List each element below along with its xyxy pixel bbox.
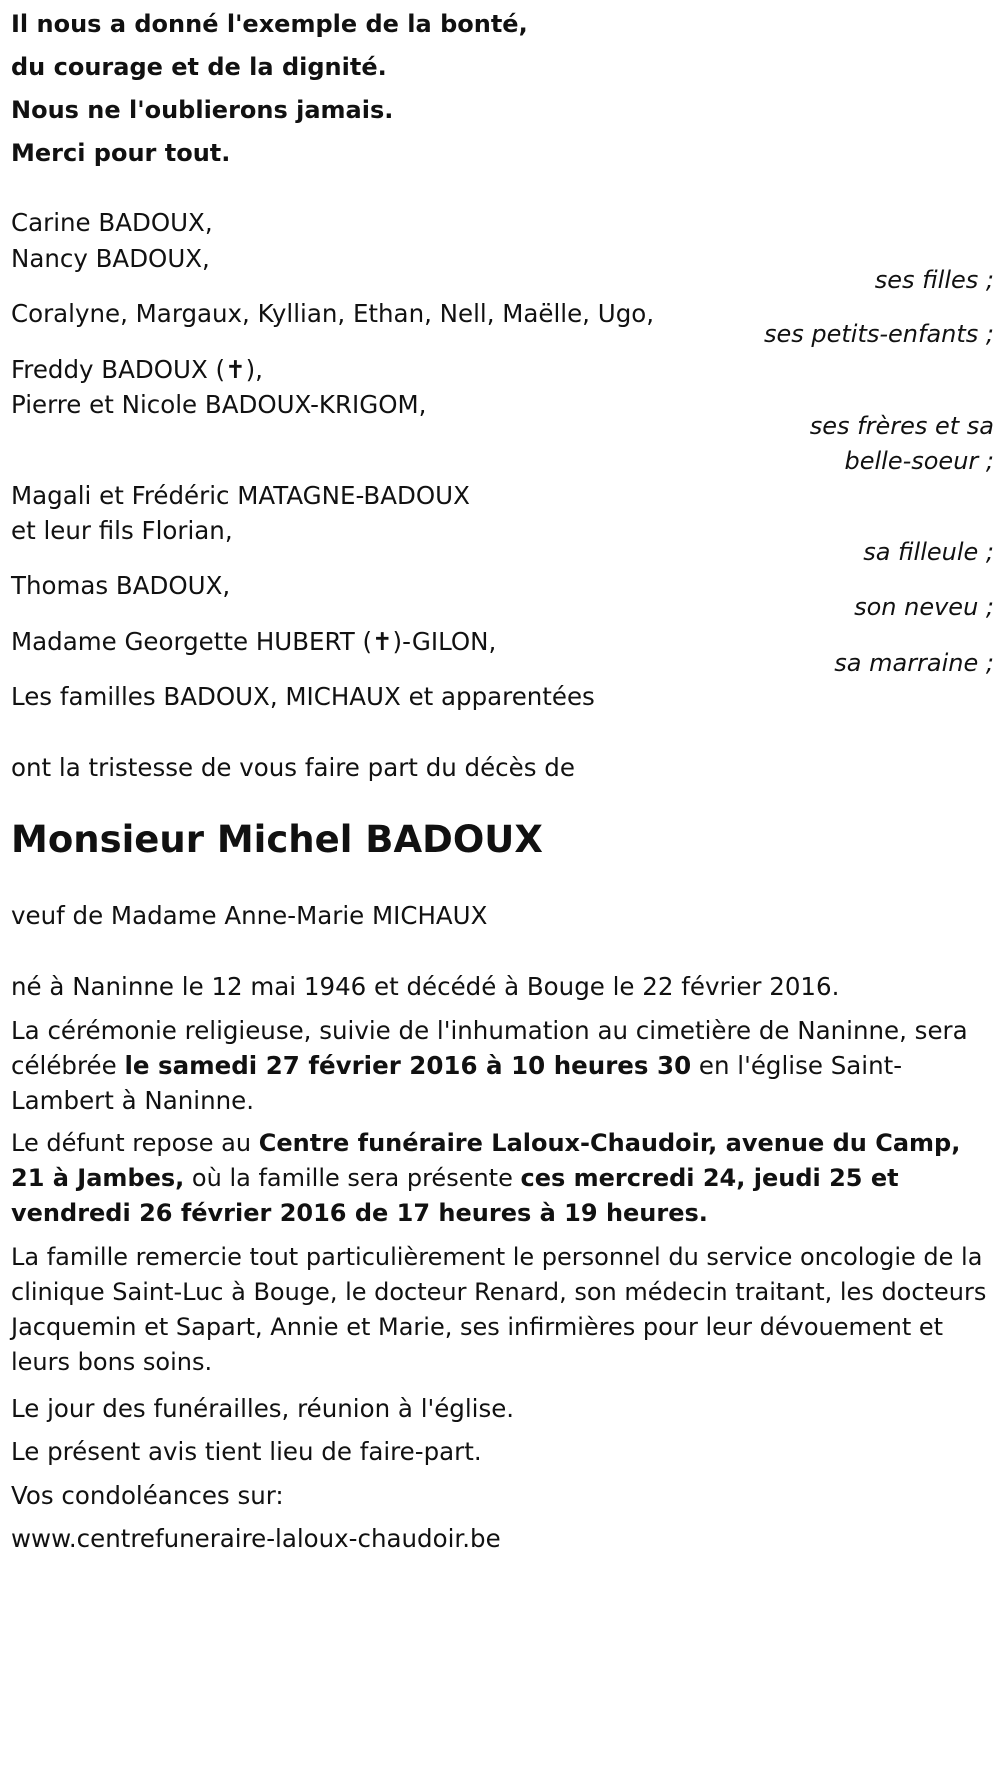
announcement-text: ont la tristesse de vous faire part du décès de (11, 753, 575, 782)
thanks-paragraph: La famille remercie tout particulièrement le personnel du service oncologie de la clinique Saint-Luc à Bouge, le docteur Renard, son médecin traitant, les docteurs Jacquemin et Sapart, Annie et Marie, ses infirmières pour leur dévouement et leurs bons soins. (11, 1243, 987, 1376)
role-daughters: ses filles ; (874, 266, 994, 294)
family-grandchildren: Coralyne, Margaux, Kyllian, Ethan, Nell, Maëlle, Ugo, (11, 299, 655, 328)
family-pierre-nicole: Pierre et Nicole BADOUX-KRIGOM, (11, 390, 427, 419)
website-link[interactable]: www.centrefuneraire-laloux-chaudoir.be (11, 1524, 501, 1553)
role-siblings-line-2: belle-soeur ; (844, 447, 994, 475)
epitaph-line-4: Merci pour tout. (11, 139, 231, 167)
repose-dates: ces mercredi 24, jeudi 25 et vendredi 26 février 2016 de 17 heures à 19 heures. (11, 1164, 899, 1227)
family-related: Les familles BADOUX, MICHAUX et apparentées (11, 682, 595, 711)
family-thomas: Thomas BADOUX, (11, 571, 231, 600)
epitaph-line-3: Nous ne l'oublierons jamais. (11, 96, 394, 124)
repose-text-2: où la famille sera présente (184, 1164, 521, 1192)
deceased-name: Monsieur Michel BADOUX (11, 818, 543, 861)
epitaph-line-2: du courage et de la dignité. (11, 53, 387, 81)
family-florian: et leur fils Florian, (11, 516, 233, 545)
repose-paragraph (11, 1126, 996, 1231)
family-magali: Magali et Frédéric MATAGNE-BADOUX (11, 481, 470, 510)
role-nephew: son neveu ; (854, 593, 994, 621)
ceremony-text-1: La cérémonie religieuse, suivie de l'inhumation au cimetière de Naninne, sera célébrée (11, 1016, 968, 1080)
condolences-label: Vos condoléances sur: (11, 1481, 284, 1510)
role-siblings-line-1: ses frères et sa (809, 412, 994, 440)
repose-location: Centre funéraire Laloux-Chaudoir, avenue du Camp, 21 à Jambes, (11, 1129, 961, 1192)
family-freddy: Freddy BADOUX (✝), (11, 355, 263, 384)
ceremony-text-2: en l'église Saint-Lambert à Naninne. (11, 1051, 903, 1115)
family-carine: Carine BADOUX, (11, 208, 213, 237)
repose-text-1: Le défunt repose au (11, 1129, 259, 1157)
widower-text: veuf de Madame Anne-Marie MICHAUX (11, 901, 488, 930)
birth-death-text: né à Naninne le 12 mai 1946 et décédé à Bouge le 22 février 2016. (11, 972, 840, 1001)
notice-text: Le présent avis tient lieu de faire-part. (11, 1437, 482, 1466)
ceremony-date: le samedi 27 février 2016 à 10 heures 30 (124, 1051, 692, 1080)
family-georgette: Madame Georgette HUBERT (✝)-GILON, (11, 627, 497, 656)
role-godmother: sa marraine ; (834, 649, 994, 677)
role-grandchildren: ses petits-enfants ; (763, 320, 994, 348)
epitaph-line-1: Il nous a donné l'exemple de la bonté, (11, 10, 528, 38)
family-nancy: Nancy BADOUX, (11, 244, 210, 273)
meeting-text: Le jour des funérailles, réunion à l'église. (11, 1394, 515, 1423)
ceremony-paragraph (11, 1013, 996, 1118)
role-goddaughter: sa filleule ; (863, 538, 994, 566)
